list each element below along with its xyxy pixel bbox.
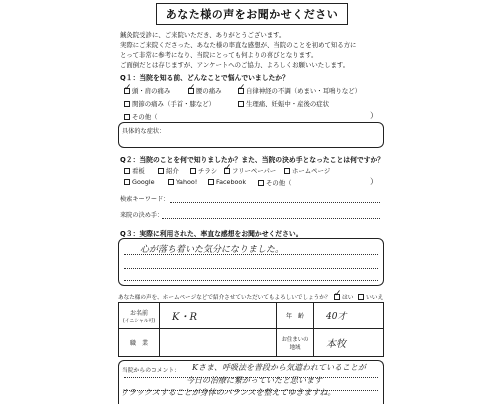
search-keyword-label: 検索キーワード： [120, 196, 170, 203]
search-keyword-line[interactable] [170, 202, 380, 203]
consent-no[interactable]: いいえ [358, 292, 383, 301]
age-value-cell[interactable] [314, 303, 384, 329]
q2-option-facebook[interactable]: Facebook [208, 178, 246, 186]
q2-option-sign[interactable]: 看板 [124, 166, 145, 175]
q2-option-yahoo[interactable]: Yahoo! [168, 178, 197, 186]
page-title: あなた様の声をお聞かせください [156, 3, 348, 25]
q1-label: Q１：当院を知る前、どんなことで悩んでいましたか？ [120, 74, 289, 82]
age-label-cell: 年 齢 [277, 303, 314, 329]
name-value: K・R [172, 312, 197, 323]
q1-option-head-shoulder[interactable]: ✓ 頭・肩の痛み [124, 86, 170, 95]
intro-text [120, 30, 492, 70]
checkbox-icon[interactable] [188, 88, 194, 94]
checkbox-icon[interactable] [238, 88, 244, 94]
area-value: 本牧 [326, 339, 346, 350]
area-value-cell[interactable] [314, 329, 384, 357]
consent-yes[interactable]: ✓ はい [334, 292, 354, 301]
q1-option-back[interactable]: ✓ 腰の痛み [188, 86, 222, 95]
checkbox-icon[interactable] [224, 168, 230, 174]
intro-line: 鍼灸院受診に、ご来院いただき、ありがとうございます。 [120, 31, 286, 39]
reason-label: 来院の決め手： [120, 212, 164, 219]
area-label-cell: お住まいの 地域 [277, 329, 314, 357]
q1-option-menstrual[interactable]: 生理痛、妊娠中・産後の症状 [238, 99, 329, 108]
checkbox-icon[interactable] [124, 114, 130, 120]
q2-other-close: ） [370, 177, 378, 186]
name-label-cell: お名前 (イニシャル可) [119, 303, 160, 329]
q1-option-joint[interactable]: 関節の痛み（手首・膝など） [124, 99, 215, 108]
q1-detail-label: 具体的な症状： [122, 128, 166, 135]
checkbox-icon[interactable] [158, 168, 164, 174]
checkbox-icon[interactable] [124, 179, 130, 185]
q1-other-close: ） [370, 111, 378, 120]
q3-answer-line [124, 280, 378, 281]
q2-option-google[interactable]: Google [124, 178, 155, 186]
intro-line: ご面倒だとは存じますが、アンケートへのご協力、よろしくお願いいたします。 [120, 61, 350, 69]
checkbox-icon[interactable] [334, 294, 340, 300]
checkbox-icon[interactable] [124, 88, 130, 94]
age-value: 40才 [326, 312, 347, 322]
consent-text: あなた様の声を、ホームページなどで紹介させていただいてもよろしいでしょうか？ [118, 295, 331, 301]
q2-option-flyer[interactable]: チラシ [190, 166, 217, 175]
q2-label: Q２：当院のことを何で知りましたか？また、当院の決め手となったことは何ですか？ [120, 156, 385, 164]
name-value-cell[interactable] [160, 303, 277, 329]
q2-option-referral[interactable]: 紹介 [158, 166, 179, 175]
job-value-cell[interactable] [160, 329, 277, 357]
staff-comment-line3: リラックスすることが身体のバランスを整えてゆきますね。 [120, 388, 336, 397]
staff-comment-label: 当院からのコメント： [122, 368, 180, 374]
checkbox-icon[interactable] [238, 101, 244, 107]
checkbox-icon[interactable] [284, 168, 290, 174]
intro-line: とって非常に参考になり、当院にとっても何よりの喜びとなります。 [120, 51, 318, 59]
q2-option-homepage[interactable]: ホームページ [284, 166, 330, 175]
checkbox-icon[interactable] [258, 180, 264, 186]
intro-line: 実際にご来院くださった、あなた様の率直な感想が、当院のことを初めて知る方に [120, 41, 357, 49]
job-label-cell: 職 業 [119, 329, 160, 357]
checkbox-icon[interactable] [124, 101, 130, 107]
q3-answer-line [124, 268, 378, 269]
q2-option-other[interactable]: その他（ [258, 178, 292, 187]
checkbox-icon[interactable] [208, 179, 214, 185]
q2-option-free-paper[interactable]: ✓ フリーペーパー [224, 166, 276, 175]
checkbox-icon[interactable] [358, 294, 364, 300]
q3-answer-text: 心が落ち着いた気分になりました。 [140, 245, 285, 255]
checkbox-icon[interactable] [124, 168, 130, 174]
staff-comment-line1: Kさま、呼吸法を普段から気遣われていることが [192, 363, 366, 372]
info-table [118, 302, 384, 357]
checkbox-icon[interactable] [168, 179, 174, 185]
q3-label: Q３：実際に利用された、率直な感想をお聞かせください。 [120, 230, 303, 238]
q1-option-other[interactable]: その他（ [124, 112, 158, 121]
q1-option-autonomic[interactable]: ✓ 自律神経の不調（めまい・耳鳴りなど） [238, 86, 361, 95]
checkbox-icon[interactable] [190, 168, 196, 174]
staff-comment-line2: 今日の治療に繋がっていたと思います [186, 376, 322, 385]
reason-line[interactable] [162, 218, 380, 219]
